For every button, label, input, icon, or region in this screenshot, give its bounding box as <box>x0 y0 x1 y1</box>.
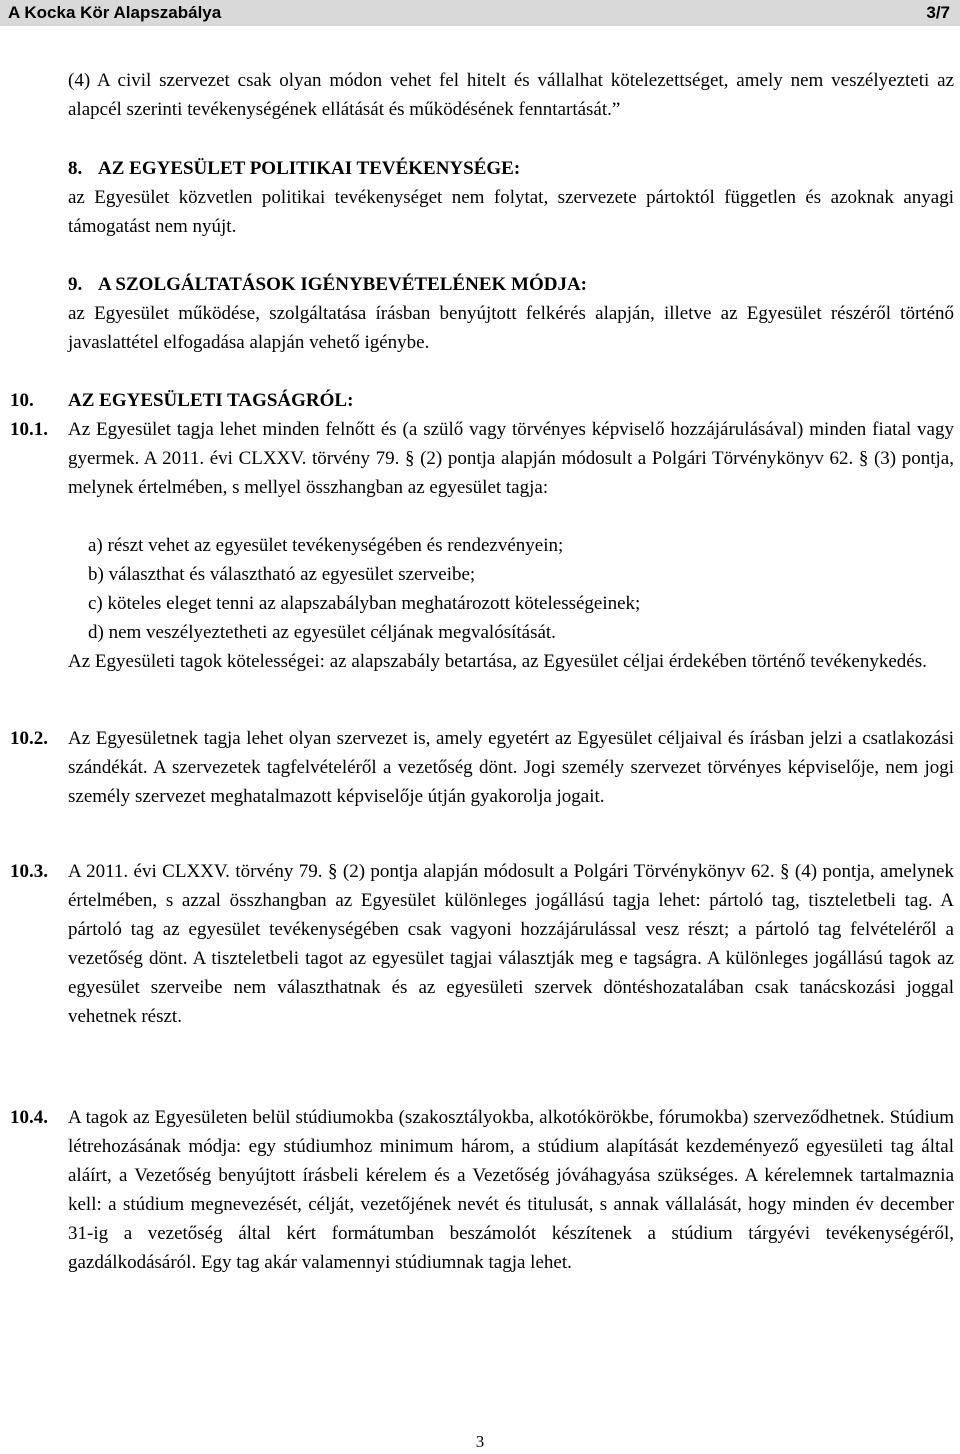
section-10-1-text: Az Egyesület tagja lehet minden felnőtt és (a szülő vagy törvényes képviselő hozzájárulásával) minden fiatal vagy gyermek. A 2011. évi CLXXV. törvény 79. § (2) pontja alapján módosult a Polgári Törvénykönyv 62. § (3) pontja, melynek értelmében, s mellyel összhangban az egyesület tagja: <box>68 419 954 498</box>
section-10-4-text: A tagok az Egyesületen belül stúdiumokba (szakosztályokba, alkotókörökbe, fórumokba) szerveződhetnek. Stúdium létrehozásának módja: egy stúdiumhoz minimum három, a stúdium alapítását kezdeményező egyesületi tag által aláírt, a Vezetőség benyújtott írásbeli kérelem és a Vezetőség jóváhagyása szükséges. A kérelemnek tartalmaznia kell: a stúdium megnevezését, célját, vezetőjének nevét és titulusát, s annak vállalását, hogy minden év december 31-ig a vezetőség által kért formátumban beszámolót készítenek a stúdium tárgyévi tevékenységéről, gazdálkodásáról. Egy tag akár valamennyi stúdiumnak tagja lehet. <box>68 1107 954 1273</box>
list-item: d) nem veszélyeztetheti az egyesület céljának megvalósítását. <box>88 622 556 643</box>
section-8-title: AZ EGYESÜLET POLITIKAI TEVÉKENYSÉGE: <box>98 158 521 179</box>
section-9-title: A SZOLGÁLTATÁSOK IGÉNYBEVÉTELÉNEK MÓDJA: <box>98 274 588 295</box>
document-title: A Kocka Kör Alapszabálya <box>8 3 222 22</box>
section-10-heading <box>68 386 954 415</box>
section-8-text: az Egyesület közvetlen politikai tevékenységet nem folytat, szervezete pártoktól független és azoknak anyagi támogatást nem nyújt. <box>68 187 954 237</box>
section-10-2-number: 10.2. <box>10 728 48 749</box>
list-item: c) köteles eleget tenni az alapszabályban meghatározott kötelességeinek; <box>88 593 641 614</box>
section-10-number: 10. <box>10 390 34 411</box>
page-number: 3 <box>475 1432 485 1451</box>
page-header <box>0 0 960 26</box>
section-10-3-number: 10.3. <box>10 861 48 882</box>
section-10-1-number: 10.1. <box>10 419 48 440</box>
paragraph-4: (4) A civil szervezet csak olyan módon vehet fel hitelt és vállalhat kötelezettséget, amely nem veszélyezteti az alapcél szerinti tevékenységének ellátását és működésének fenntartását.” <box>68 70 954 120</box>
section-10-1-duties: Az Egyesületi tagok kötelességei: az alapszabály betartása, az Egyesület céljai érdekében történő tevékenykedés. <box>68 651 927 672</box>
page-counter: 3/7 <box>926 3 950 22</box>
list-item: b) választhat és választható az egyesület szerveibe; <box>88 564 476 585</box>
section-10-3-text: A 2011. évi CLXXV. törvény 79. § (2) pontja alapján módosult a Polgári Törvénykönyv 62. § (4) pontja, amelynek értelmében, s azzal összhangban az Egyesület különleges jogállású tagja lehet: pártoló tag, tiszteletbeli tag. A pártoló tag az egyesület tevékenységében csak vagyoni hozzájárulással vesz részt; a pártoló tag felvételéről a vezetőség dönt. A tiszteletbeli tagot az egyesület tagjai választják meg e tagságra. A különleges jogállású tagok az egyesület szerveibe nem választhatnak és az egyesületi szervek döntéshozatalában csak tanácskozási joggal vehetnek részt. <box>68 861 954 1027</box>
section-8-number: 8. <box>68 158 83 179</box>
section-10-4-number: 10.4. <box>10 1107 48 1128</box>
section-9-text: az Egyesület működése, szolgáltatása írásban benyújtott felkérés alapján, illetve az Egyesület részéről történő javaslattétel elfogadása alapján vehető igénybe. <box>68 303 954 353</box>
section-10-title: AZ EGYESÜLETI TAGSÁGRÓL: <box>68 390 354 411</box>
section-9-heading <box>98 270 954 299</box>
member-rights-list <box>88 531 948 647</box>
list-item: a) részt vehet az egyesület tevékenységében és rendezvényein; <box>88 535 564 556</box>
section-10-2-text: Az Egyesületnek tagja lehet olyan szervezet is, amely egyetért az Egyesület céljaival és írásban jelzi a csatlakozási szándékát. A szervezetek tagfelvételéről a vezetőség dönt. Jogi személy szervezet törvényes képviselője, nem jogi személy szervezet meghatalmazott képviselője útján gyakorolja jogait. <box>68 728 954 807</box>
section-9-number: 9. <box>68 274 83 295</box>
section-8-heading <box>98 154 954 183</box>
